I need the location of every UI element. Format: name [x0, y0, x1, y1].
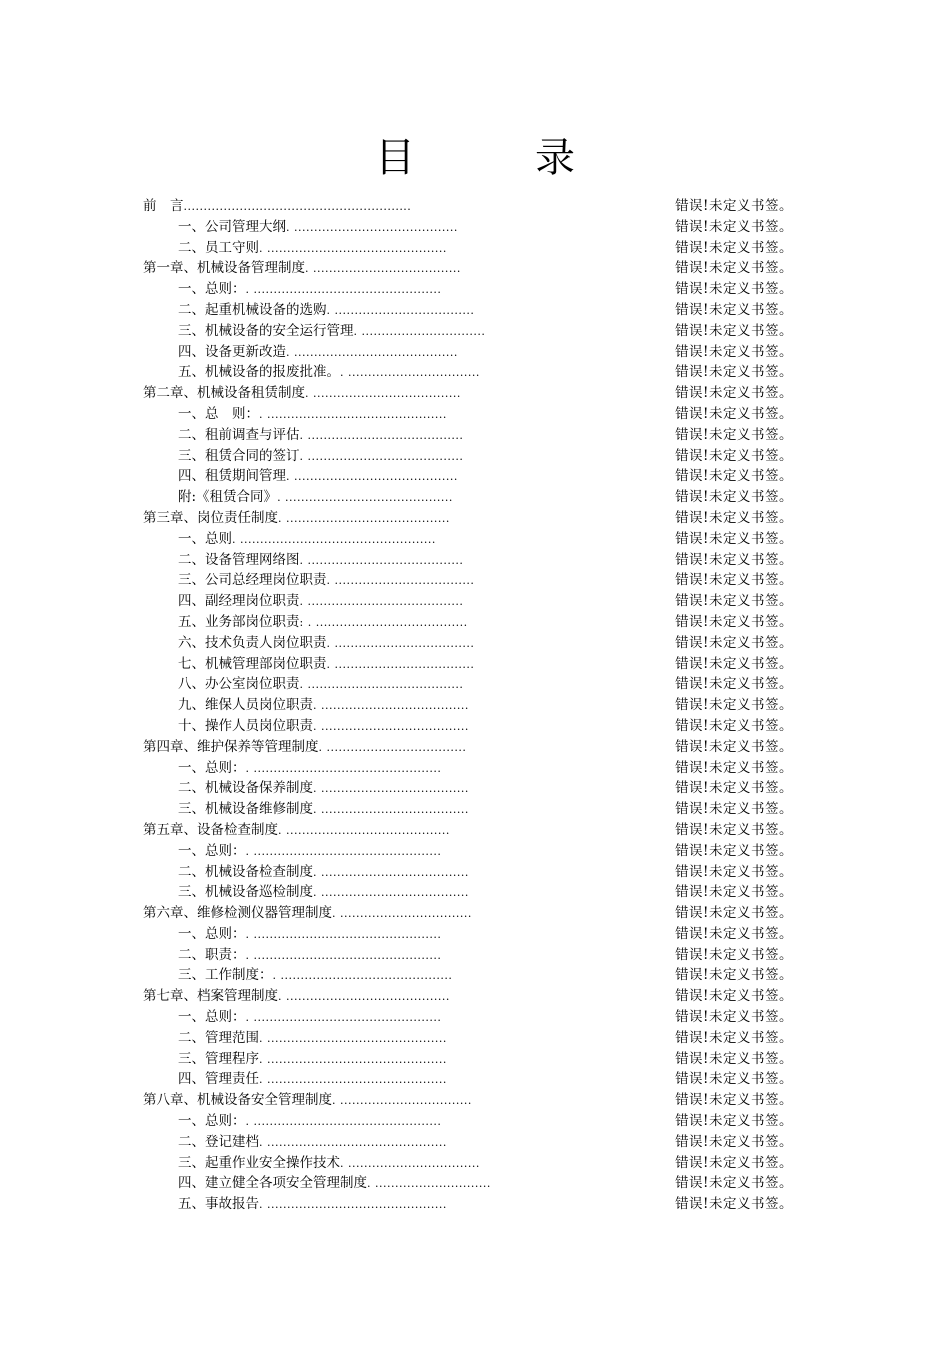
toc-entry[interactable] [143, 778, 793, 799]
toc-page-reference: 错误!未定义书签。 [675, 1092, 793, 1109]
toc-dot-leader: . ............................................... [245, 844, 442, 858]
toc-entry-title: 三、机械设备巡检制度 [178, 884, 313, 901]
toc-entry-title: 一、总则： [178, 1009, 246, 1026]
toc-page-reference: 错误!未定义书签。 [675, 717, 793, 734]
toc-entry[interactable] [143, 1132, 793, 1153]
toc-dot-leader: . ................................... [326, 636, 475, 650]
toc-entry[interactable] [143, 487, 793, 508]
toc-entry[interactable] [143, 903, 793, 924]
toc-entry[interactable] [143, 882, 793, 903]
toc-entry-title: 五、机械设备的报废批准。 [178, 364, 340, 381]
toc-entry-title: 八、办公室岗位职责 [178, 676, 300, 693]
toc-entry[interactable] [143, 362, 793, 383]
toc-page-reference: 错误!未定义书签。 [675, 551, 793, 568]
toc-dot-leader: . ..................................... [313, 699, 469, 713]
toc-dot-leader: . ..................................... [313, 803, 469, 817]
toc-entry[interactable] [143, 1194, 793, 1215]
toc-entry[interactable] [143, 258, 793, 279]
toc-entry[interactable] [143, 986, 793, 1007]
toc-entry-title: 二、管理范围 [178, 1029, 259, 1046]
toc-page-reference: 错误!未定义书签。 [675, 925, 793, 942]
toc-page-reference: 错误!未定义书签。 [675, 655, 793, 672]
toc-entry-title: 五、事故报告 [178, 1196, 259, 1213]
toc-dot-leader: ......................................................... [183, 200, 412, 213]
toc-dot-leader: . ....................................... [299, 595, 464, 609]
toc-dot-leader: . ............................................. [259, 1052, 447, 1066]
toc-page-reference: 错误!未定义书签。 [675, 905, 793, 922]
toc-entry-title: 二、机械设备保养制度 [178, 780, 313, 797]
toc-page-reference: 错误!未定义书签。 [675, 1154, 793, 1171]
toc-entry-title: 三、租赁合同的签订 [178, 447, 300, 464]
toc-page-reference: 错误!未定义书签。 [675, 509, 793, 526]
toc-dot-leader: . ......................................... [286, 470, 458, 484]
toc-dot-leader: . ............................................. [259, 1198, 447, 1212]
toc-dot-leader: . ............................................. [259, 1135, 447, 1149]
toc-entry-title: 二、登记建档 [178, 1133, 259, 1150]
toc-dot-leader: . ..................................... [305, 262, 461, 276]
toc-page-reference: 错误!未定义书签。 [675, 801, 793, 818]
toc-entry[interactable] [143, 965, 793, 986]
toc-entry[interactable] [143, 612, 793, 633]
toc-entry-title: 三、公司总经理岗位职责 [178, 572, 327, 589]
toc-entry-title: 四、租赁期间管理 [178, 468, 286, 485]
toc-entry[interactable] [143, 758, 793, 779]
toc-page-reference: 错误!未定义书签。 [675, 468, 793, 485]
toc-page-reference: 错误!未定义书签。 [675, 863, 793, 880]
toc-entry-title: 三、机械设备维修制度 [178, 801, 313, 818]
toc-dot-leader: . ................................... [318, 740, 467, 754]
toc-entry[interactable] [143, 1069, 793, 1090]
toc-entry[interactable] [143, 674, 793, 695]
toc-dot-leader: . ................................. [332, 1094, 472, 1108]
toc-entry-title: 二、职责： [178, 946, 246, 963]
toc-dot-leader: . ............................. [367, 1177, 491, 1191]
toc-entry-title: 一、总则： [178, 1113, 246, 1130]
toc-entry[interactable] [143, 570, 793, 591]
toc-page-reference: 错误!未定义书签。 [675, 780, 793, 797]
toc-entry-title: 第一章、机械设备管理制度 [143, 260, 305, 277]
toc-entry[interactable] [143, 1090, 793, 1111]
toc-entry-title: 四、设备更新改造 [178, 343, 286, 360]
toc-page-reference: 错误!未定义书签。 [675, 530, 793, 547]
toc-entry-title: 四、建立健全各项安全管理制度 [178, 1175, 367, 1192]
toc-page-reference: 错误!未定义书签。 [675, 385, 793, 402]
toc-page-reference: 错误!未定义书签。 [675, 322, 793, 339]
toc-entry-title: 第八章、机械设备安全管理制度 [143, 1092, 332, 1109]
toc-entry[interactable] [143, 654, 793, 675]
toc-entry-title: 附:《租赁合同》 [178, 489, 278, 506]
toc-entry[interactable] [143, 1007, 793, 1028]
toc-entry-title: 六、技术负责人岗位职责 [178, 634, 327, 651]
toc-entry-title: 一、总则： [178, 842, 246, 859]
toc-dot-leader: . ..................................... [313, 886, 469, 900]
toc-entry[interactable] [143, 1153, 793, 1174]
toc-entry-title: 五、业务部岗位职责 [178, 613, 300, 630]
toc-dot-leader: . ..................................... [313, 719, 469, 733]
toc-entry-title: 一、总则： [178, 759, 246, 776]
toc-dot-leader: . ................................... [326, 303, 475, 317]
toc-page-reference: 错误!未定义书签。 [675, 759, 793, 776]
toc-entry[interactable] [143, 529, 793, 550]
toc-page-reference: 错误!未定义书签。 [675, 821, 793, 838]
toc-entry[interactable] [143, 383, 793, 404]
toc-entry-title: 十、操作人员岗位职责 [178, 717, 313, 734]
toc-entry-title: 一、总则： [178, 281, 246, 298]
toc-entry-title: 第三章、岗位责任制度 [143, 509, 278, 526]
toc-page-reference: 错误!未定义书签。 [675, 1071, 793, 1088]
toc-entry[interactable] [143, 633, 793, 654]
toc-dot-leader: . ............................................... [245, 927, 442, 941]
toc-page-reference: 错误!未定义书签。 [675, 988, 793, 1005]
page-title: 目 录 [375, 135, 615, 181]
toc-entry[interactable] [143, 820, 793, 841]
toc-entry[interactable] [143, 945, 793, 966]
toc-entry[interactable] [143, 1111, 793, 1132]
toc-dot-leader: . ............................................... [245, 948, 442, 962]
toc-page-reference: 错误!未定义书签。 [675, 842, 793, 859]
toc-page-reference: 错误!未定义书签。 [675, 1050, 793, 1067]
toc-dot-leader: . ......................................... [278, 823, 450, 837]
toc-entry-title: 二、机械设备检查制度 [178, 863, 313, 880]
toc-entry[interactable] [143, 841, 793, 862]
toc-entry-title: 一、总 则： [178, 405, 259, 422]
toc-entry[interactable] [143, 550, 793, 571]
toc-dot-leader: . ......................................... [278, 990, 450, 1004]
toc-page-reference: 错误!未定义书签。 [675, 967, 793, 984]
toc-entry-title: 一、总则： [178, 925, 246, 942]
toc-dot-leader: . ....................................... [299, 428, 464, 442]
toc-entry[interactable] [143, 425, 793, 446]
toc-entry[interactable] [143, 446, 793, 467]
toc-dot-leader: . ................................. [340, 1156, 480, 1170]
toc-page-reference: 错误!未定义书签。 [675, 489, 793, 506]
toc-entry[interactable] [143, 716, 793, 737]
toc-page-reference: 错误!未定义书签。 [675, 1196, 793, 1213]
toc-page-reference: 错误!未定义书签。 [675, 738, 793, 755]
toc-entry-title: 二、员工守则 [178, 239, 259, 256]
table-of-contents [143, 196, 793, 1215]
toc-page-reference: 错误!未定义书签。 [675, 426, 793, 443]
toc-entry[interactable] [143, 695, 793, 716]
toc-dot-leader: . ................................... [326, 657, 475, 671]
toc-page-reference: 错误!未定义书签。 [675, 1029, 793, 1046]
toc-entry[interactable] [143, 196, 793, 217]
toc-page-reference: 错误!未定义书签。 [675, 1009, 793, 1026]
toc-entry[interactable] [143, 1049, 793, 1070]
toc-dot-leader: . ............................................... [245, 761, 442, 775]
toc-page-reference: 错误!未定义书签。 [675, 447, 793, 464]
toc-entry[interactable] [143, 862, 793, 883]
toc-page-reference: 错误!未定义书签。 [675, 301, 793, 318]
toc-entry[interactable] [143, 404, 793, 425]
toc-entry-title: 一、总则 [178, 530, 232, 547]
toc-entry-title: 第二章、机械设备租赁制度 [143, 385, 305, 402]
toc-dot-leader: . .......................................... [277, 491, 453, 505]
toc-entry-title: 二、设备管理网络图 [178, 551, 300, 568]
toc-dot-leader: . ............................................. [259, 241, 447, 255]
toc-page-reference: 错误!未定义书签。 [675, 884, 793, 901]
toc-entry[interactable] [143, 924, 793, 945]
toc-entry-title: 第六章、维修检测仪器管理制度 [143, 905, 332, 922]
toc-page-reference: 错误!未定义书签。 [675, 260, 793, 277]
toc-page-reference: 错误!未定义书签。 [675, 634, 793, 651]
toc-entry[interactable] [143, 466, 793, 487]
toc-page-reference: 错误!未定义书签。 [675, 572, 793, 589]
toc-entry[interactable] [143, 342, 793, 363]
toc-dot-leader: . ............................................... [245, 283, 442, 297]
toc-dot-leader: . ............................................. [259, 1073, 447, 1087]
toc-page-reference: 错误!未定义书签。 [675, 1133, 793, 1150]
toc-entry-title: 二、起重机械设备的选购 [178, 301, 327, 318]
toc-dot-leader: . ....................................... [299, 553, 464, 567]
toc-entry-title: 三、机械设备的安全运行管理 [178, 322, 354, 339]
toc-page-reference: 错误!未定义书签。 [675, 1175, 793, 1192]
toc-entry[interactable] [143, 300, 793, 321]
toc-dot-leader: . ......................................... [286, 220, 458, 234]
toc-entry-title: 第五章、设备检查制度 [143, 821, 278, 838]
toc-dot-leader: . ................................................. [232, 532, 436, 546]
toc-page-reference: 错误!未定义书签。 [675, 613, 793, 630]
toc-dot-leader: . ................................... [326, 574, 475, 588]
toc-entry-title: 三、起重作业安全操作技术 [178, 1154, 340, 1171]
toc-entry-title: 九、维保人员岗位职责 [178, 697, 313, 714]
toc-dot-leader: . ............................................. [259, 1031, 447, 1045]
toc-entry-title: 二、租前调查与评估 [178, 426, 300, 443]
toc-entry-title: 三、管理程序 [178, 1050, 259, 1067]
toc-page-reference: 错误!未定义书签。 [675, 405, 793, 422]
toc-dot-leader: . ....................................... [299, 678, 464, 692]
toc-dot-leader: . ................................. [332, 907, 472, 921]
toc-entry[interactable] [143, 799, 793, 820]
toc-entry[interactable] [143, 591, 793, 612]
toc-page-reference: 错误!未定义书签。 [675, 343, 793, 360]
toc-page-reference: 错误!未定义书签。 [675, 946, 793, 963]
toc-entry[interactable] [143, 238, 793, 259]
toc-dot-leader: . ..................................... [313, 782, 469, 796]
toc-page-reference: 错误!未定义书签。 [675, 218, 793, 235]
toc-page-reference: 错误!未定义书签。 [675, 198, 793, 214]
toc-dot-leader: . ................................. [340, 366, 480, 380]
toc-dot-leader: . ......................................... [278, 511, 450, 525]
toc-entry-title: 前 言 [143, 198, 184, 214]
toc-dot-leader: . ..................................... [305, 387, 461, 401]
toc-entry[interactable] [143, 737, 793, 758]
toc-entry-title: 七、机械管理部岗位职责 [178, 655, 327, 672]
toc-dot-leader: . ........................................... [272, 969, 453, 983]
toc-entry-title: 四、管理责任 [178, 1071, 259, 1088]
toc-dot-leader: . ............................... [353, 324, 486, 338]
toc-entry[interactable] [143, 279, 793, 300]
toc-dot-leader: . ............................................. [259, 407, 447, 421]
toc-entry-title: 三、工作制度： [178, 967, 273, 984]
toc-dot-leader: . ......................................... [286, 345, 458, 359]
toc-entry[interactable] [143, 1173, 793, 1194]
toc-entry[interactable] [143, 321, 793, 342]
toc-entry[interactable] [143, 217, 793, 238]
toc-dot-leader: . ............................................... [245, 1115, 442, 1129]
toc-page-reference: 错误!未定义书签。 [675, 1113, 793, 1130]
toc-dot-leader: . ..................................... [313, 865, 469, 879]
toc-page-reference: 错误!未定义书签。 [675, 239, 793, 256]
toc-dot-leader: . ............................................... [245, 1011, 442, 1025]
toc-entry[interactable] [143, 508, 793, 529]
toc-entry[interactable] [143, 1028, 793, 1049]
toc-page-reference: 错误!未定义书签。 [675, 281, 793, 298]
toc-dot-leader: : . ...................................... [299, 615, 468, 629]
toc-page-reference: 错误!未定义书签。 [675, 364, 793, 381]
toc-page-reference: 错误!未定义书签。 [675, 593, 793, 610]
toc-entry-title: 一、公司管理大纲 [178, 218, 286, 235]
toc-entry-title: 四、副经理岗位职责 [178, 593, 300, 610]
toc-page-reference: 错误!未定义书签。 [675, 697, 793, 714]
toc-dot-leader: . ....................................... [299, 449, 464, 463]
toc-page-reference: 错误!未定义书签。 [675, 676, 793, 693]
toc-entry-title: 第四章、维护保养等管理制度 [143, 738, 319, 755]
toc-entry-title: 第七章、档案管理制度 [143, 988, 278, 1005]
